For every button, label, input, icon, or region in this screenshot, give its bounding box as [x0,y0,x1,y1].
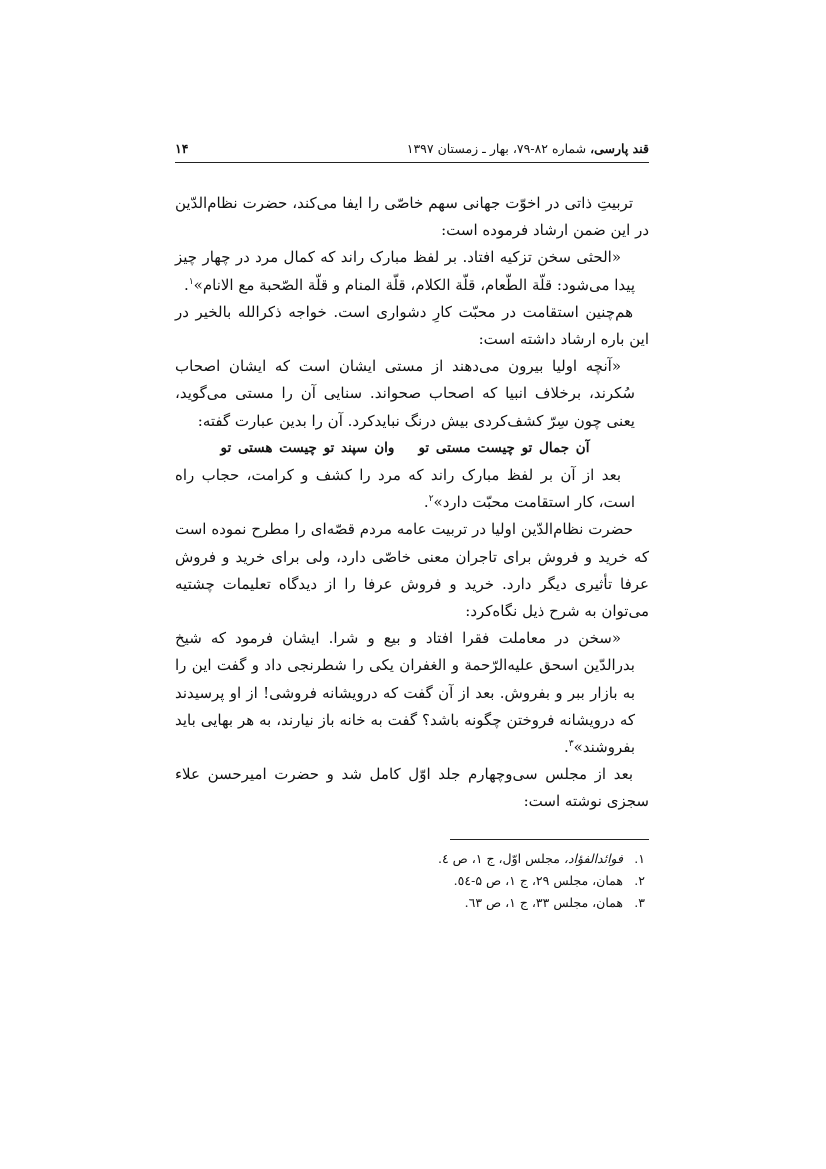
running-header [175,141,649,161]
header-divider [175,162,649,163]
footnote-number: ۱. [634,851,645,866]
footnote-item [175,848,645,870]
footnote-number: ۲. [634,873,645,888]
quote-end: . [423,493,429,512]
footnotes [175,848,649,914]
footnote-number: ۳. [634,895,645,910]
footnote-ref[interactable]: ۲ [428,494,434,505]
journal-name: قند پارسی، [590,141,649,156]
footnote-divider [450,839,649,840]
verse-line [175,435,635,462]
quote-text: «الحثی سخن تزکیه افتاد. بر لفظ مبارک راند که کمال مرد در چهار چیز پیدا می‌شود: قلّة الطّعام، قلّة الکلام، قلّة المنام و قلّة الصّحبة مع الانام» [175,248,635,294]
footnote-text: مجلس اوّل، ج ۱، ص ٤. [437,851,564,866]
footnote-title: فوائدالفؤاد، [563,851,623,866]
paragraph: حضرت نظام‌الدّین اولیا در تربیت عامه مردم قصّه‌ای را مطرح نموده است که خرید و فروش برای تاجران معنی خاصّی دارد، ولی برای خرید و فروش عرفا تأثیری دیگر دارد. خرید و فروش عرفا را از دیدگاه تعلیمات چشتیه می‌توان به شرح ذیل نگاه‌کرد: [175,520,649,621]
footnote-ref[interactable]: ۱ [188,276,194,287]
main-text [175,190,649,816]
verse-hemistich: وان سپند تو چیست هستی تو [220,439,395,456]
block-quote [175,244,635,298]
journal-citation [407,141,649,156]
paragraph: هم‌چنین استقامت در محبّت کارِ دشواری است. خواجه ذکرالله بالخیر در این باره ارشاد داشته است: [175,302,649,349]
footnote-ref[interactable]: ۳ [568,739,574,750]
quote-end: . [184,275,189,294]
footnote-item [175,892,645,914]
issue-info: شماره ۸۲-۷۹، بهار ـ زمستان ۱۳۹۷ [406,141,591,156]
quote-text: «سخن در معاملت فقرا افتاد و بیع و شرا. ایشان فرمود که شیخ بدرالدّین اسحق علیه‌الرّحمة و الغفران یکی را شطرنجی داد و گفت این را به بازار ببر و بفروش. بعد از آن گفت که درویشانه فروشی! از او پرسیدند که درویشانه فروختن چگونه باشد؟ گفت به خانه باز نیارند، به هر بهایی باید بفروشند» [175,629,635,757]
quote-text: بعد از آن بر لفظ مبارک راند که مرد را کشف و کرامت، حجاب راه است، کار استقامت محبّت دارد» [175,466,635,512]
footnote-text: همان، مجلس ۲۹، ج ۱، ص ۵-٥٤. [453,873,623,888]
paragraph: بعد از مجلس سی‌وچهارم جلد اوّل کامل شد و حضرت امیرحسن علاء سجزی نوشته است: [175,765,649,811]
block-quote [175,625,635,761]
footnote-item [175,870,645,892]
page-number: ۱۴ [175,141,189,156]
footnote-text: همان، مجلس ۳۳، ج ۱، ص ٦۳. [464,895,623,910]
block-quote: «آنچه اولیا بیرون می‌دهند از مستی ایشان است که ایشان اصحاب سُکرند، برخلاف انبیا که اصحاب صحواند. سنایی آن را مستی می‌گوید، یعنی چون سِرّ کشف‌کردی بیش درنگ نبایدکرد. آن را بدین عبارت گفته: [175,357,635,430]
block-quote [175,462,635,516]
verse-hemistich: آن جمال تو چیست مستی تو [418,439,590,456]
quote-end: . [563,738,569,757]
paragraph: تربیتِ ذاتی در اخوّت جهانی سهم خاصّی را ایفا می‌کند، حضرت نظام‌الدّین در این ضمن ارشاد فرموده است: [175,194,649,240]
